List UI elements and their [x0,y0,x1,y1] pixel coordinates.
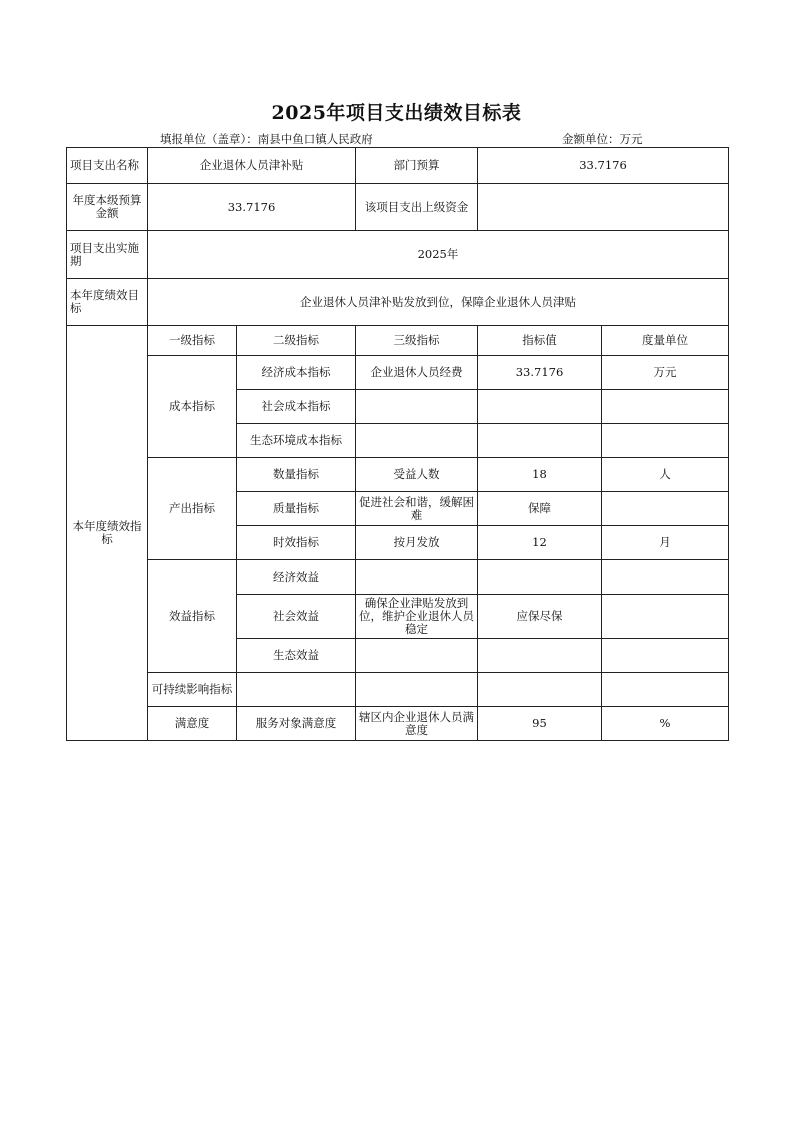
project-name-label: 项目支出名称 [67,148,148,184]
table-row [67,356,729,390]
page-title: 2025年项目支出绩效目标表 [271,102,522,124]
second-level-cell: 社会成本指标 [237,390,356,424]
second-level-cell: 经济效益 [237,560,356,595]
group-sustain: 可持续影响指标 [148,673,237,707]
table-row [67,673,729,707]
annual-budget-label: 年度本级预算金额 [67,184,148,231]
second-level-cell: 服务对象满意度 [237,707,356,741]
performance-target-table [66,147,729,741]
third-level-cell: 确保企业津贴发放到位，维护企业退休人员稳定 [356,595,478,639]
upper-fund-label: 该项目支出上级资金 [356,184,478,231]
second-level-cell: 生态环境成本指标 [237,424,356,458]
third-level-cell [356,639,478,673]
unit-cell: 人 [602,458,729,492]
table-row [67,184,729,231]
third-level-cell [356,424,478,458]
unit-cell [602,492,729,526]
value-cell: 95 [478,707,602,741]
second-level-cell: 社会效益 [237,595,356,639]
third-level-cell: 按月发放 [356,526,478,560]
unit-cell: 万元 [602,356,729,390]
third-level-cell: 辖区内企业退休人员满意度 [356,707,478,741]
header-second-level: 二级指标 [237,326,356,356]
unit-cell: 月 [602,526,729,560]
money-unit-label: 金额单位：万元 [562,132,643,146]
value-cell: 保障 [478,492,602,526]
group-output: 产出指标 [148,458,237,560]
second-level-cell: 生态效益 [237,639,356,673]
table-row [67,148,729,184]
dept-budget-value: 33.7176 [478,148,729,184]
group-benefit: 效益指标 [148,560,237,673]
unit-cell [602,390,729,424]
table-row [67,231,729,279]
value-cell [478,639,602,673]
table-row [67,707,729,741]
value-cell [478,673,602,707]
annual-goal-label: 本年度绩效目标 [67,279,148,326]
table-header-row [67,326,729,356]
second-level-cell [237,673,356,707]
annual-budget-value: 33.7176 [148,184,356,231]
third-level-cell [356,390,478,424]
table-row [67,560,729,595]
third-level-cell: 促进社会和谐，缓解困难 [356,492,478,526]
value-cell: 应保尽保 [478,595,602,639]
project-name-value: 企业退休人员津补贴 [148,148,356,184]
header-indicator-value: 指标值 [478,326,602,356]
unit-cell [602,560,729,595]
group-satisfaction: 满意度 [148,707,237,741]
second-level-cell: 质量指标 [237,492,356,526]
value-cell [478,560,602,595]
dept-budget-label: 部门预算 [356,148,478,184]
third-level-cell [356,673,478,707]
upper-fund-value [478,184,729,231]
fill-unit-label: 填报单位（盖章）：南县中鱼口镇人民政府 [160,132,373,146]
table-row [67,458,729,492]
third-level-cell: 受益人数 [356,458,478,492]
table-row [67,279,729,326]
unit-cell: % [602,707,729,741]
value-cell: 33.7176 [478,356,602,390]
period-label: 项目支出实施期 [67,231,148,279]
unit-cell [602,639,729,673]
indicator-section-label: 本年度绩效指标 [67,326,148,741]
period-value: 2025年 [148,231,729,279]
value-cell [478,390,602,424]
value-cell: 12 [478,526,602,560]
value-cell: 18 [478,458,602,492]
header-unit: 度量单位 [602,326,729,356]
third-level-cell [356,560,478,595]
unit-cell [602,424,729,458]
group-cost: 成本指标 [148,356,237,458]
second-level-cell: 数量指标 [237,458,356,492]
annual-goal-value: 企业退休人员津补贴发放到位，保障企业退休人员津贴 [148,279,729,326]
unit-cell [602,673,729,707]
second-level-cell: 时效指标 [237,526,356,560]
header-third-level: 三级指标 [356,326,478,356]
third-level-cell: 企业退休人员经费 [356,356,478,390]
unit-cell [602,595,729,639]
header-first-level: 一级指标 [148,326,237,356]
value-cell [478,424,602,458]
second-level-cell: 经济成本指标 [237,356,356,390]
